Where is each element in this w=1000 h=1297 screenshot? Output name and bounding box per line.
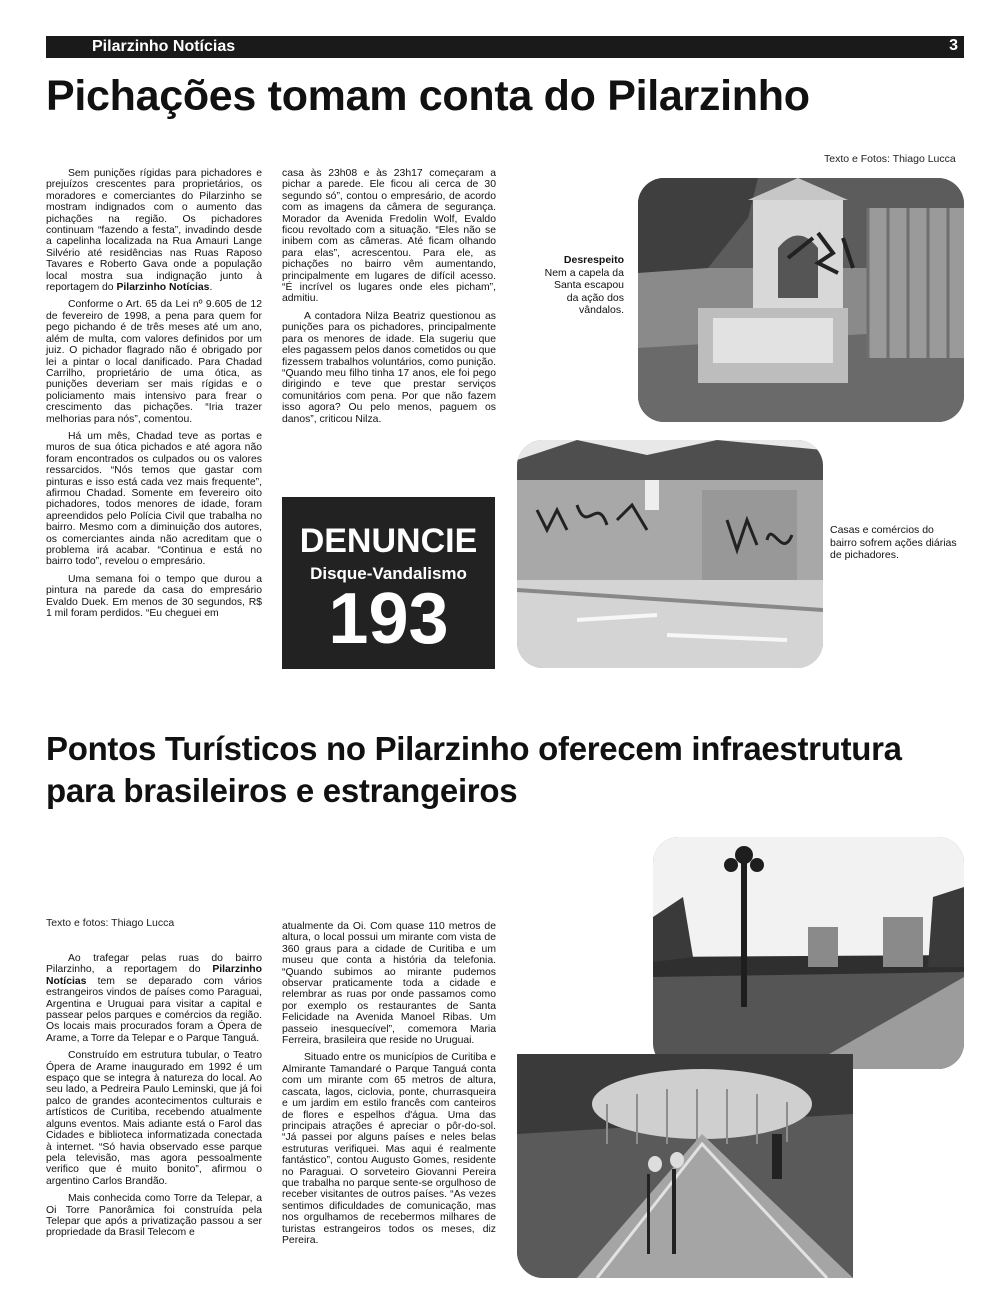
article2-paragraph: Construído em estrutura tubular, o Teatro Ópera de Arame inaugurado em 1992 é um espaço que se integra à natureza do local. Ao seu lado, a Pedreira Paulo Leminski, que já foi palco de grandes acontecimentos culturais e artísticos de Curitiba, recebendo atualmente alguns eventos. Mais adiante está o Farol das Cidades e biblioteca informatizada conectada à internet. “Só havia observado esse parque pela televisão, mas agora pessoalmente verifico que é muito bonito”, afirmou o argentino Carlos Brandão. [46,1050,262,1187]
street-graffiti-photo [517,440,823,668]
article1-column-2 [282,168,496,431]
article1-paragraph: Sem punições rígidas para pichadores e prejuízos crescentes para proprietários, os moradores e comerciantes do Pilarzinho se mostram indignados com o aumento das pichações na região. Os pichadores continuam “fazendo a festa”, invadindo desde a capelinha localizada na Rua Amauri Lange Silvério até residências nas Ruas Raposo Tavares e Roberto Gava onde a população local mostra sua indignação junto à reportagem do Pilarzinho Notícias. [46,168,262,294]
denuncie-phone-number: 193 [328,579,449,659]
article1-paragraph: casa às 23h08 e às 23h17 começaram a pichar a parede. Ele ficou ali cerca de 30 segundo só”, contou o empresário, de acordo com as imagens da câmera de segurança. Morador da Avenida Fredolin Wolf, Evaldo ficou revoltado com a situação. “Eles não se inibem com as câmeras. Até ficam olhando para elas”, acrescentou. Para ele, as pichações no bairro vêm aumentando, principalmente em lugares de difícil acesso. “É incrível os lugares onde eles picham”, admitiu. [282,168,496,305]
article1-paragraph: Há um mês, Chadad teve as portas e muros de sua ótica pichados e até agora não foram encontrados os culpados ou os valores ressarcidos. “Nós temos que gastar com pinturas e isso está cada vez mais frequente”, afirmou Chadad. Somente em fevereiro oito pichadores, todos menores de idade, foram apreendidos pelo Polícia Civil que trabalha no bairro. Mesmo com a diminuição dos autores, os comerciantes ainda não acreditam que o problema irá acabar. “Continua e está no bairro todo”, revelou o empresário. [46,430,262,568]
article2-column-1 [46,953,262,1245]
article1-column-1 [46,168,262,625]
article1-headline: Pichações tomam conta do Pilarzinho [46,72,810,120]
article1-paragraph: Conforme o Art. 65 da Lei nº 9.605 de 12 de fevereiro de 1998, a pena para quem for pego pichando é de três meses até um ano, além de multa, com valores definidos por um juiz. O pichador flagrado não é obrigado por lei a pintar o local danificado. Para Chadad Carrilho, proprietário de uma ótica, as punições deveriam ser mais rígidas e o policiamento mais intensivo para frear o crescimento das pichações. “Iria trazer melhorias para nós”, comentou. [46,299,262,425]
article2-paragraph: Situado entre os municípios de Curitiba e Almirante Tamandaré o Parque Tanguá conta com um mirante com 65 metros de altura, cascata, lagos, ciclovia, ponte, churrasqueira e um jardim em estilo francês com canteiros de flores e espelhos d'água. Uma das principais atrações é apreciar o pôr-do-sol. “Já passei por alguns países e neles belas estruturas verifiquei. Mas aqui é realmente fantástico”, contou Augusto Gomes, residente no Paraguai. O sorveteiro Giovanni Pereira que trabalha no parque sente-se orgulhoso de receber visitantes de outros países. “As vezes sentimos dificuldades de comunicação, mas nos orgulhamos de recebermos milhares de turistas estrangeiros todos os meses, diz Pereira. [282,1052,496,1246]
article2-credit: Texto e fotos: Thiago Lucca [46,917,175,929]
article1-paragraph: Uma semana foi o tempo que durou a pintura na parede da casa do empresário Evaldo Duek. Em menos de 30 segundos, R$ 1 mil foram perdidos. “Eu cheguei em [46,573,262,620]
opera-bridge-photo [517,1054,853,1278]
page-number: 3 [949,37,958,54]
article2-headline: Pontos Turísticos no Pilarzinho oferecem infraestrutura para brasileiros e estrangeiros [46,730,902,809]
chapel-caption-title: Desrespeito [563,254,624,266]
article1-credit: Texto e Fotos: Thiago Lucca [824,153,956,165]
article2-paragraph: Mais conhecida como Torre da Telepar, a Oi Torre Panorâmica foi construída pela Telepar que após a privatização passou a ser propriedade da Brasil Telecom e [46,1193,262,1239]
article2-column-2 [282,921,496,1252]
page-header-bar [46,36,964,58]
section-title: Pilarzinho Notícias [92,38,236,55]
denuncie-title: DENUNCIE [299,522,478,560]
chapel-caption-text: Nem a capela da Santa escapou da ação dos vândalos. [544,266,624,316]
chapel-graffiti-photo [638,178,964,422]
article2-paragraph: atualmente da Oi. Com quase 110 metros de altura, o local possui um mirante com vista de 360 graus para a cidade de Curitiba e um museu que conta a história da telefonia. “Quando subimos ao mirante pudemos observar praticamente toda a cidade e relembrar as ruas por onde passamos como por exemplo os restaurantes de Santa Felicidade na Avenida Manoel Ribas. Um passeio inesquecível”, comemora Maria Ferreira, brasileira que reside no Uruguai. [282,921,496,1047]
denuncie-subtitle: Disque-Vandalismo [310,564,467,583]
denuncie-box [282,497,495,669]
chapel-photo-caption [540,254,624,317]
article1-paragraph: A contadora Nilza Beatriz questionou as punições para os pichadores, principalmente para os menores de idade. Ela sugeriu que eles pagassem pelos danos cometidos ou que fizessem trabalhos voluntários, como punição. “Quando meu filho tinha 17 anos, ele foi pego dirigindo e teve que prestar serviços comunitários com pena. Por que não fazem isso agora? Ou pelo menos, paguem os danos”, criticou Nilza. [282,310,496,425]
park-lamps-photo [653,837,964,1069]
street-photo-caption: Casas e comércios do bairro sofrem ações diárias de pichadores. [830,524,957,561]
article2-paragraph: Ao trafegar pelas ruas do bairro Pilarzinho, a reportagem do Pilarzinho Notícias tem se deparado com vários estrangeiros vindos de países como Paraguai, Argentina e Uruguai para visitar a capital e passear pelos parques e comércios da região. Os locais mais procurados foram a Ópera de Arame, a Torre da Telepar e o Parque Tanguá. [46,953,262,1044]
